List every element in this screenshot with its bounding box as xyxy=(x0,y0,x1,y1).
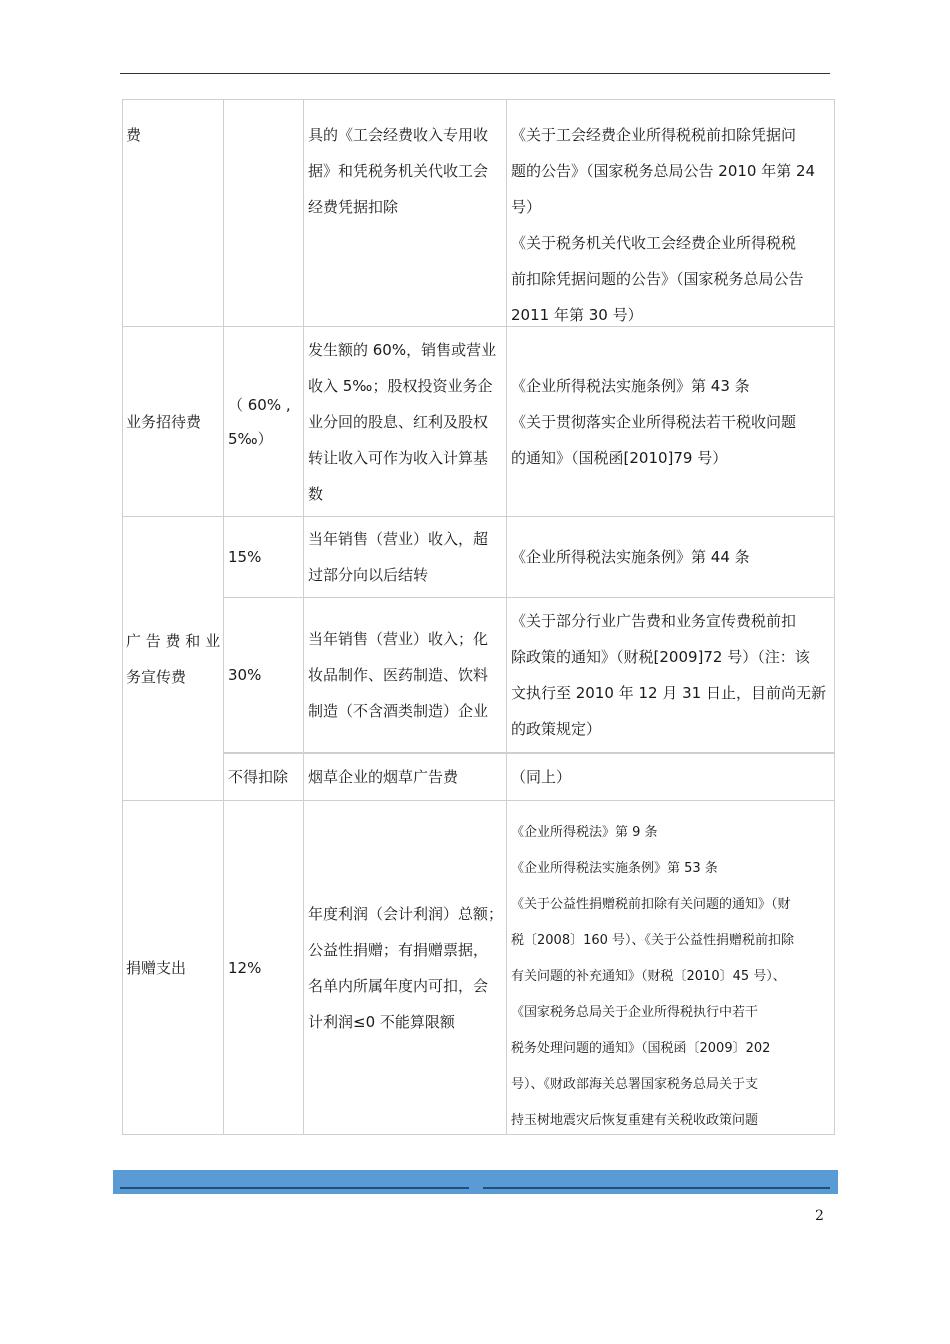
footer-bar xyxy=(113,1170,838,1194)
cell-line: 《关于税务机关代收工会经费企业所得税税 xyxy=(511,234,797,252)
cell-line: 税〔2008〕160 号）、《关于公益性捐赠税前扣除 xyxy=(511,933,795,948)
cell-line: （ 60% , xyxy=(228,395,291,414)
cell-r3c-regulation xyxy=(507,753,835,801)
cell-r4-item xyxy=(122,801,224,1135)
cell-line: 《关于公益性捐赠税前扣除有关问题的通知》（财 xyxy=(511,897,791,912)
cell-line: 文执行至 2010 年 12 月 31 日止，目前尚无新 xyxy=(511,684,826,702)
cell-line: 烟草企业的烟草广告费 xyxy=(308,768,459,786)
cell-r1-ratio xyxy=(224,99,304,327)
cell-line: 《企业所得税法实施条例》第 53 条 xyxy=(511,861,718,876)
cell-r3b-basis xyxy=(304,598,507,753)
cell-r2-regulation xyxy=(507,327,835,517)
cell-line: 的通知》（国税函[2010]79 号） xyxy=(511,448,728,467)
cell-line: 收入 5‰；股权投资业务企 xyxy=(308,376,493,395)
cell-line: 除政策的通知》（财税[2009]72 号）（注：该 xyxy=(511,648,810,666)
cell-line: 名单内所属年度内可扣，会 xyxy=(308,976,489,995)
cell-line: 费 xyxy=(126,126,142,144)
cell-r2-ratio xyxy=(224,327,304,517)
header-rule xyxy=(120,73,830,74)
cell-line: 业务招待费 xyxy=(126,412,202,431)
footer-line-right xyxy=(483,1187,830,1189)
cell-line: 税务处理问题的通知》（国税函〔2009〕202 xyxy=(511,1041,771,1056)
cell-r3c-basis xyxy=(304,753,507,801)
cell-r3c-ratio xyxy=(224,753,304,801)
cell-line: 12% xyxy=(228,958,262,977)
cell-line: 发生额的 60%，销售或营业 xyxy=(308,340,497,359)
cell-line: 《企业所得税法实施条例》第 44 条 xyxy=(511,548,750,566)
cell-line: 制造（不含酒类制造）企业 xyxy=(308,702,489,720)
cell-r3a-basis xyxy=(304,517,507,598)
cell-line: 5‰） xyxy=(228,429,273,448)
cell-r3-item xyxy=(122,517,224,801)
page-number: 2 xyxy=(815,1208,824,1224)
cell-line: 当年销售（营业）收入；化 xyxy=(308,630,489,648)
cell-line: 的政策规定） xyxy=(511,720,602,738)
cell-line: 经费凭据扣除 xyxy=(308,198,399,216)
cell-line: 号） xyxy=(511,198,542,216)
cell-line: 《国家税务总局关于企业所得税执行中若干 xyxy=(511,1005,759,1020)
cell-r4-regulation xyxy=(507,801,835,1135)
cell-r3a-ratio xyxy=(224,517,304,598)
cell-r4-ratio xyxy=(224,801,304,1135)
cell-r1-basis xyxy=(304,99,507,327)
cell-line: 妆品制作、医药制造、饮料 xyxy=(308,666,489,684)
footer-line-left xyxy=(120,1187,469,1189)
cell-line: 《关于贯彻落实企业所得税法若干税收问题 xyxy=(511,412,797,431)
cell-line: 业分回的股息、红利及股权 xyxy=(308,412,489,431)
cell-line: 《企业所得税法》第 9 条 xyxy=(511,825,658,840)
cell-line: 公益性捐赠；有捐赠票据， xyxy=(308,940,489,959)
cell-line: 2011 年第 30 号） xyxy=(511,306,643,324)
cell-r2-basis xyxy=(304,327,507,517)
cell-line: 务宣传费 xyxy=(126,667,187,686)
cell-r1-item xyxy=(122,99,224,327)
cell-line: 号）、《财政部海关总署国家税务总局关于支 xyxy=(511,1077,759,1092)
cell-line: 不得扣除 xyxy=(228,768,289,786)
cell-line: 当年销售（营业）收入，超 xyxy=(308,530,489,548)
cell-r3a-regulation xyxy=(507,517,835,598)
cell-line: 有关问题的补充通知》（财税〔2010〕45 号）、 xyxy=(511,969,786,984)
cell-line: 《关于部分行业广告费和业务宣传费税前扣 xyxy=(511,612,797,630)
cell-line: 前扣除凭据问题的公告》（国家税务总局公告 xyxy=(511,270,804,288)
cell-line: 计利润≤0 不能算限额 xyxy=(308,1012,455,1031)
cell-r3b-ratio xyxy=(224,598,304,753)
cell-line: 年度利润（会计利润）总额； xyxy=(308,904,504,923)
cell-line: 30% xyxy=(228,666,262,684)
cell-r2-item xyxy=(122,327,224,517)
cell-line: 题的公告》（国家税务总局公告 2010 年第 24 xyxy=(511,162,816,180)
cell-line: 捐赠支出 xyxy=(126,958,187,977)
cell-line: 具的《工会经费收入专用收 xyxy=(308,126,489,144)
cell-r1-regulation xyxy=(507,99,835,327)
cell-line: 持玉树地震灾后恢复重建有关税收政策问题 xyxy=(511,1113,759,1128)
cell-line: 数 xyxy=(308,484,324,503)
cell-line: （同上） xyxy=(511,768,572,786)
cell-line: 过部分向以后结转 xyxy=(308,566,429,584)
cell-r4-basis xyxy=(304,801,507,1135)
cell-line: 《企业所得税法实施条例》第 43 条 xyxy=(511,376,750,395)
cell-line: 15% xyxy=(228,548,262,566)
cell-line: 《关于工会经费企业所得税税前扣除凭据问 xyxy=(511,126,797,144)
cell-line: 转让收入可作为收入计算基 xyxy=(308,448,489,467)
cell-r3b-regulation xyxy=(507,598,835,753)
cell-line: 广 告 费 和 业 xyxy=(126,631,221,650)
cell-line: 据》和凭税务机关代收工会 xyxy=(308,162,489,180)
